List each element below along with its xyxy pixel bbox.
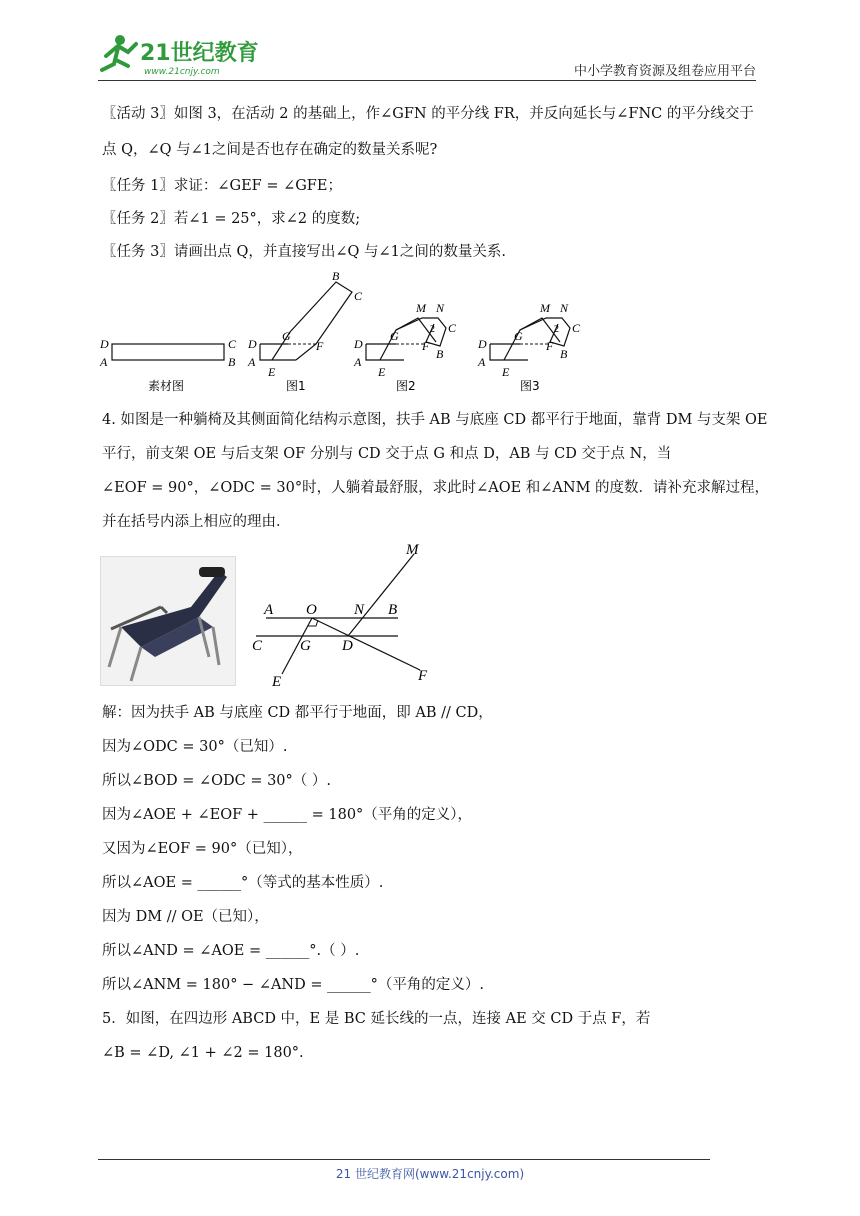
chair-label: F [418, 668, 428, 684]
svg-text:C: C [228, 337, 237, 351]
text-line: 所以∠ANM = 180° − ∠AND = ______°（平角的定义）. [102, 977, 484, 993]
svg-text:B: B [332, 269, 340, 283]
text-line: 因为 DM // OE（已知）， [102, 909, 269, 925]
svg-text:E: E [268, 365, 276, 379]
caption-material: 素材图 [148, 379, 185, 393]
text-line: 4. 如图是一种躺椅及其侧面简化结构示意图，扶手 AB 与底座 CD 都平行于地面，靠背 DM 与支架 OE [102, 412, 768, 428]
svg-text:G: G [390, 329, 399, 343]
svg-text:B: B [560, 347, 568, 361]
caption-fig1: 图1 [286, 379, 306, 393]
svg-text:E: E [502, 365, 510, 379]
chair-structure-diagram [248, 540, 448, 690]
svg-text:A: A [354, 355, 362, 369]
text-line: 解：因为扶手 AB 与底座 CD 都平行于地面，即 AB // CD， [102, 705, 493, 721]
svg-text:M: M [540, 301, 550, 315]
svg-text:G: G [282, 329, 291, 343]
caption-fig2: 图2 [396, 379, 416, 393]
svg-text:B: B [228, 355, 236, 369]
chair-label: C [252, 638, 263, 654]
svg-text:D: D [354, 337, 363, 351]
chair-label: O [306, 602, 317, 618]
footer-link[interactable]: 21 世纪教育网(www.21cnjy.com) [335, 1167, 525, 1181]
fig1-figure [247, 269, 363, 393]
chair-label: A [264, 602, 274, 618]
svg-text:C: C [572, 321, 581, 335]
fig3-figure [477, 301, 581, 393]
text-line: 所以∠AND = ∠AOE = ______°.（ ）. [102, 943, 360, 959]
lounge-chair-photo [100, 556, 236, 686]
svg-text:C: C [354, 289, 363, 303]
chair-label: E [272, 674, 282, 690]
svg-text:D: D [478, 337, 487, 351]
text-line: 所以∠BOD = ∠ODC = 30°（ ）. [102, 773, 331, 789]
svg-text:E: E [378, 365, 386, 379]
svg-text:F: F [546, 339, 554, 353]
text-line: 点 Q，∠Q 与∠1之间是否也存在确定的数量关系呢? [102, 142, 438, 158]
text-line: 5．如图，在四边形 ABCD 中，E 是 BC 延长线的一点，连接 AE 交 CD 于点 F，若 [102, 1011, 651, 1027]
svg-text:B: B [436, 347, 444, 361]
text-line: 因为∠ODC = 30°（已知）. [102, 739, 288, 755]
svg-text:A: A [100, 355, 108, 369]
svg-text:N: N [560, 301, 569, 315]
text-line: 〖活动 3〗如图 3，在活动 2 的基础上，作∠GFN 的平分线 FR，并反向延长与∠FNC 的平分线交于 [102, 106, 754, 122]
text-line: 〖任务 1〗求证：∠GEF = ∠GFE； [102, 178, 342, 194]
svg-text:N: N [436, 301, 445, 315]
text-line: 因为∠AOE + ∠EOF + ______ = 180°（平角的定义）， [102, 807, 473, 823]
svg-text:F: F [422, 339, 430, 353]
text-line: 〖任务 2〗若∠1 = 25°，求∠2 的度数; [102, 211, 361, 227]
text-line: 所以∠AOE = ______°（等式的基本性质）. [102, 875, 384, 891]
chair-label: M [406, 542, 419, 558]
svg-text:2: 2 [430, 324, 435, 335]
text-line: 平行，前支架 OE 与后支架 OF 分别与 CD 交于点 G 和点 D，AB 与 CD 交于点 N，当 [102, 446, 672, 462]
fig2-figure [353, 301, 457, 393]
svg-text:A: A [248, 355, 256, 369]
svg-text:A: A [478, 355, 486, 369]
chair-label: G [300, 638, 311, 654]
footer-divider [98, 1159, 710, 1160]
runner-icon [102, 35, 136, 70]
chair-label: B [388, 602, 398, 618]
header-divider [98, 80, 756, 81]
chair-label: D [342, 638, 353, 654]
text-line: 并在括号内添上相应的理由． [102, 514, 291, 530]
svg-text:F: F [316, 339, 324, 353]
text-line: ∠EOF = 90°，∠ODC = 30°时，人躺着最舒服，求此时∠AOE 和∠ANM 的度数．请补充求解过程， [102, 480, 770, 496]
header-platform-text: 中小学教育资源及组卷应用平台 [573, 64, 756, 79]
svg-text:G: G [514, 329, 523, 343]
activity-figures [96, 268, 636, 398]
site-logo [96, 30, 266, 80]
svg-text:C: C [448, 321, 457, 335]
logo-text: 21世纪教育 [140, 41, 259, 66]
svg-text:M: M [416, 301, 426, 315]
material-figure [99, 337, 237, 393]
svg-text:D: D [100, 337, 109, 351]
text-line: 又因为∠EOF = 90°（已知）， [102, 841, 303, 857]
svg-text:2: 2 [554, 324, 559, 335]
caption-fig3: 图3 [520, 379, 540, 393]
logo-url: www.21cnjy.com [144, 67, 220, 77]
svg-text:D: D [248, 337, 257, 351]
chair-label: N [354, 602, 365, 618]
text-line: ∠B = ∠D, ∠1 + ∠2 = 180°. [102, 1045, 304, 1061]
text-line: 〖任务 3〗请画出点 Q，并直接写出∠Q 与∠1之间的数量关系. [102, 244, 506, 260]
